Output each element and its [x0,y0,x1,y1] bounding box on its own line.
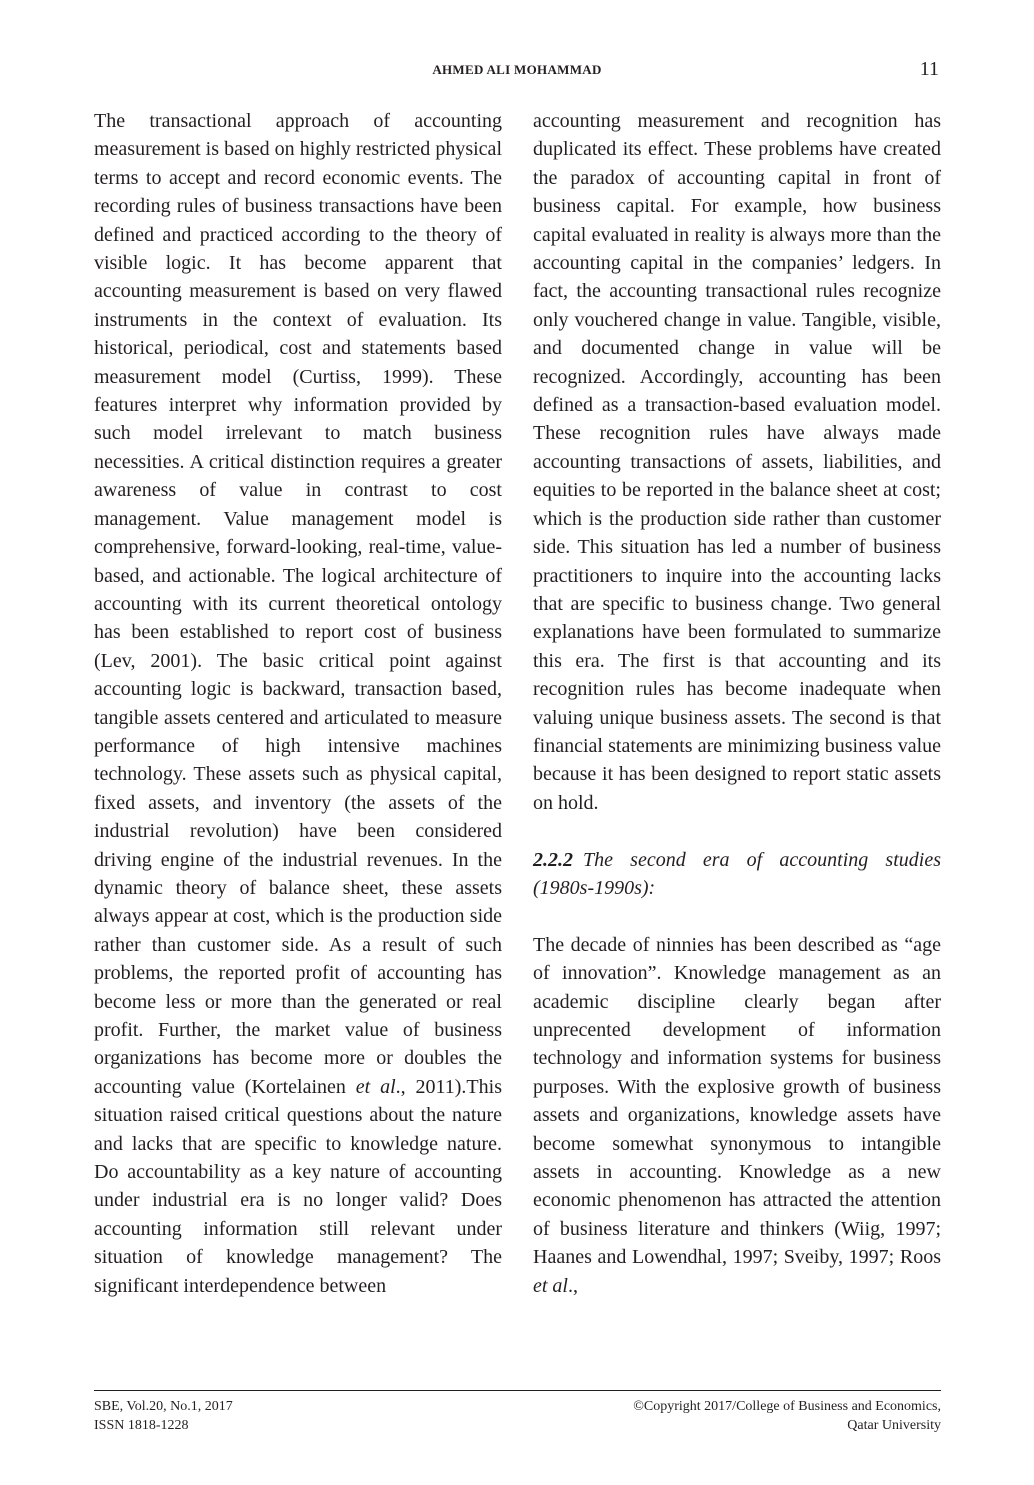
page-number: 11 [919,58,939,80]
et-al-citation: et al [533,1274,568,1297]
issn: ISSN 1818-1228 [94,1418,189,1433]
section-heading [533,846,941,903]
footer-divider [94,1390,941,1391]
paragraph-text: ., [568,1274,578,1297]
body-paragraph [94,107,502,1300]
et-al-citation: et al [355,1075,396,1098]
section-title: The second era of accounting studies (1980s-1990s): [533,848,941,899]
running-head: AHMED ALI MOHAMMAD [432,62,602,77]
paragraph-text: The transactional approach of accounting measurement is based on highly restricted physical terms to accept and record economic events. The recording rules of business transactions have been defined and practiced according to the theory of visible logic. It has become apparent that accounting measurement is based on very flawed instruments in the context of evaluation. Its historical, periodical, cost and statements based measurement model (Curtiss, 1999). These features interpret why information provided by such model irrelevant to match business necessities. A critical distinction requires a greater awareness of value in contrast to cost management. Value management model is comprehensive, forward-looking, real-time, value-based, and actionable. The logical architecture of accounting with its current theoretical ontology has been established to report cost of business (Lev, 2001). The basic critical point against accounting logic is backward, transaction based, tangible assets centered and articulated to measure performance of high intensive machines technology. These assets such as physical capital, fixed assets, and inventory (the assets of the industrial revolution) have been considered driving engine of the industrial revenues. In the dynamic theory of balance sheet, these assets always appear at cost, which is the production side rather than customer side. As a result of such problems, the reported profit of accounting has become less or more than the generated or real profit. Further, the market value of business organizations has become more or doubles the accounting value (Kortelainen [94,110,502,1098]
section-number: 2.2.2 [533,848,573,871]
body-paragraph [533,931,941,1300]
footer-right [633,1397,941,1435]
journal-info: SBE, Vol.20, No.1, 2017 [94,1399,233,1414]
university: Qatar University [847,1418,941,1433]
paragraph-text: ., 2011).This situation raised critical questions about the nature and lacks that are specific to knowledge nature. Do accountability as a key nature of accounting under industrial era is no longer valid? Does accounting information still relevant under situation of knowledge management? The significant interdependence between [94,1075,502,1297]
right-column [533,107,941,1300]
body-paragraph: accounting measurement and recognition has duplicated its effect. These problems have created the paradox of accounting capital in front of business capital. For example, how business capital evaluated in reality is always more than the accounting capital in the companies’ ledgers. In fact, the accounting transactional rules recognize only vouchered change in value. Tangible, visible, and documented change in value will be recognized. Accordingly, accounting has been defined as a transaction-based evaluation model. These recognition rules have always made accounting transactions of assets, liabilities, and equities to be reported in the balance sheet at cost; which is the production side rather than customer side. This situation has led a number of business practitioners to inquire into the accounting lacks that are specific to business change. Two general explanations have been formulated to summarize this era. The first is that accounting and its recognition rules has become inadequate when valuing unique business assets. The second is that financial statements are minimizing business value because it has been designed to report static assets on hold. [533,110,941,814]
copyright: ©Copyright 2017/College of Business and Economics, [633,1399,941,1414]
paragraph-text: The decade of ninnies has been described as “age of innovation”. Knowledge management as an academic discipline clearly began after unprecented development of information technology and information systems for business purposes. With the explosive growth of business assets and organizations, knowledge assets have become somewhat synonymous to intangible assets in accounting. Knowledge as a new economic phenomenon has attracted the attention of business literature and thinkers (Wiig, 1997; Haanes and Lowendhal, 1997; Sveiby, 1997; Roos [533,933,941,1269]
footer-left [94,1397,233,1435]
left-column [94,107,502,1300]
